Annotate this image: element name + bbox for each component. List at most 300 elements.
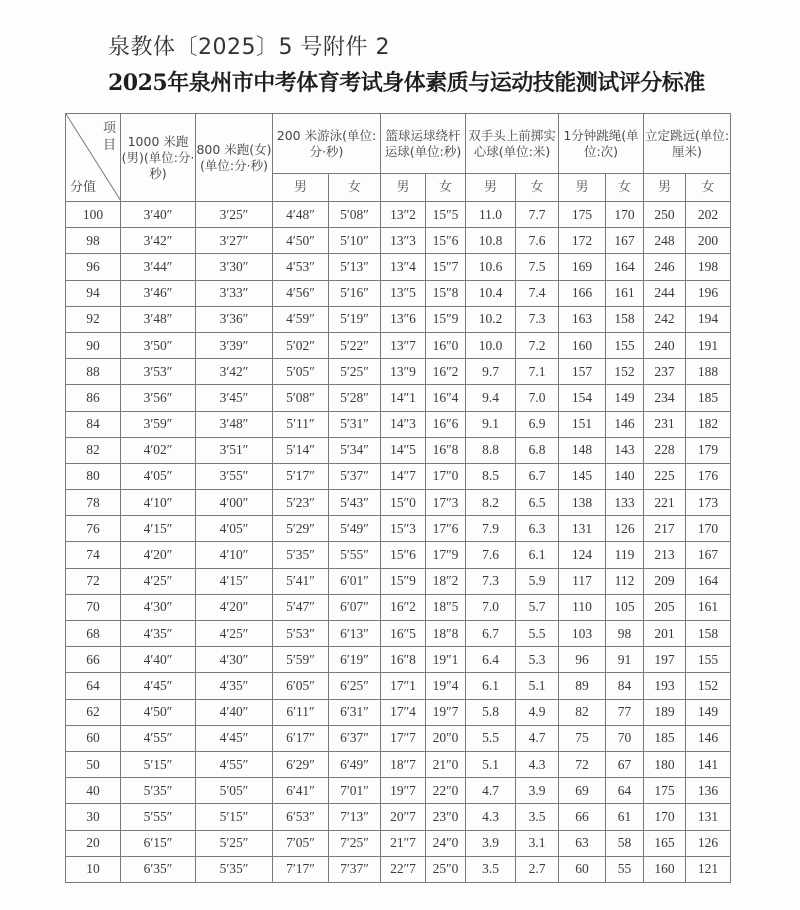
cell-swim-f: 6′25″: [329, 673, 381, 699]
cell-bb-f: 15″6: [426, 228, 466, 254]
cell-swim-m: 5′17″: [273, 463, 329, 489]
table-row: [66, 228, 731, 254]
sub-female: 女: [516, 174, 559, 202]
sub-male: 男: [381, 174, 426, 202]
cell-swim-m: 6′17″: [273, 725, 329, 751]
cell-ball-m: 6.4: [466, 647, 516, 673]
cell-jump-f: 161: [686, 594, 731, 620]
cell-swim-m: 5′41″: [273, 568, 329, 594]
cell-bb-f: 23″0: [426, 804, 466, 830]
cell-ball-f: 2.7: [516, 856, 559, 882]
cell-run1000: 4′55″: [121, 725, 196, 751]
cell-rope-f: 164: [606, 254, 644, 280]
cell-score: 78: [66, 490, 121, 516]
cell-run800: 3′27″: [196, 228, 273, 254]
cell-jump-f: 191: [686, 332, 731, 358]
table-row: [66, 332, 731, 358]
cell-rope-f: 143: [606, 437, 644, 463]
corner-item-label-2: 目: [102, 138, 116, 153]
sub-male: 男: [644, 174, 686, 202]
cell-ball-m: 10.6: [466, 254, 516, 280]
cell-swim-m: 5′23″: [273, 490, 329, 516]
cell-swim-f: 6′13″: [329, 621, 381, 647]
cell-rope-f: 112: [606, 568, 644, 594]
cell-bb-m: 13″3: [381, 228, 426, 254]
cell-ball-f: 7.4: [516, 280, 559, 306]
cell-swim-f: 5′16″: [329, 280, 381, 306]
cell-swim-m: 4′59″: [273, 306, 329, 332]
cell-score: 70: [66, 594, 121, 620]
cell-swim-m: 4′48″: [273, 202, 329, 228]
cell-rope-m: 75: [559, 725, 606, 751]
header-run800: 800 米跑(女)(单位:分·秒): [196, 114, 273, 202]
cell-score: 20: [66, 830, 121, 856]
cell-jump-f: 179: [686, 437, 731, 463]
cell-bb-m: 15″6: [381, 542, 426, 568]
cell-score: 100: [66, 202, 121, 228]
cell-rope-m: 66: [559, 804, 606, 830]
cell-jump-m: 193: [644, 673, 686, 699]
cell-bb-m: 14″3: [381, 411, 426, 437]
cell-ball-m: 10.2: [466, 306, 516, 332]
cell-jump-m: 160: [644, 856, 686, 882]
cell-rope-m: 117: [559, 568, 606, 594]
table-row: [66, 804, 731, 830]
cell-bb-f: 16″4: [426, 385, 466, 411]
cell-run1000: 6′15″: [121, 830, 196, 856]
cell-ball-m: 3.5: [466, 856, 516, 882]
table-row: [66, 359, 731, 385]
cell-rope-m: 63: [559, 830, 606, 856]
cell-jump-m: 213: [644, 542, 686, 568]
cell-rope-f: 133: [606, 490, 644, 516]
cell-score: 84: [66, 411, 121, 437]
cell-bb-f: 20″0: [426, 725, 466, 751]
cell-run800: 3′39″: [196, 332, 273, 358]
cell-jump-f: 173: [686, 490, 731, 516]
cell-run1000: 4′20″: [121, 542, 196, 568]
cell-run800: 3′42″: [196, 359, 273, 385]
cell-bb-m: 16″5: [381, 621, 426, 647]
cell-ball-f: 5.9: [516, 568, 559, 594]
cell-run1000: 4′25″: [121, 568, 196, 594]
cell-score: 76: [66, 516, 121, 542]
cell-ball-f: 6.7: [516, 463, 559, 489]
sub-female: 女: [329, 174, 381, 202]
table-row: [66, 568, 731, 594]
cell-rope-f: 126: [606, 516, 644, 542]
cell-swim-f: 5′31″: [329, 411, 381, 437]
cell-run1000: 3′42″: [121, 228, 196, 254]
cell-bb-f: 17″6: [426, 516, 466, 542]
cell-run800: 3′25″: [196, 202, 273, 228]
cell-bb-m: 13″7: [381, 332, 426, 358]
cell-run800: 5′35″: [196, 856, 273, 882]
cell-rope-m: 96: [559, 647, 606, 673]
table-row: [66, 202, 731, 228]
cell-ball-m: 7.3: [466, 568, 516, 594]
table-row: [66, 594, 731, 620]
cell-bb-m: 17″7: [381, 725, 426, 751]
cell-rope-m: 60: [559, 856, 606, 882]
cell-ball-m: 7.9: [466, 516, 516, 542]
cell-swim-f: 6′31″: [329, 699, 381, 725]
cell-jump-m: 237: [644, 359, 686, 385]
cell-bb-f: 18″5: [426, 594, 466, 620]
cell-rope-f: 167: [606, 228, 644, 254]
cell-swim-f: 7′25″: [329, 830, 381, 856]
cell-rope-f: 70: [606, 725, 644, 751]
cell-swim-f: 5′19″: [329, 306, 381, 332]
cell-jump-f: 170: [686, 516, 731, 542]
cell-bb-m: 18″7: [381, 751, 426, 777]
cell-rope-m: 154: [559, 385, 606, 411]
cell-rope-m: 151: [559, 411, 606, 437]
cell-rope-f: 161: [606, 280, 644, 306]
score-standard-table: [65, 113, 731, 883]
cell-swim-m: 7′17″: [273, 856, 329, 882]
cell-ball-m: 8.2: [466, 490, 516, 516]
cell-bb-f: 16″0: [426, 332, 466, 358]
cell-run1000: 3′53″: [121, 359, 196, 385]
cell-rope-f: 146: [606, 411, 644, 437]
sub-male: 男: [559, 174, 606, 202]
cell-run1000: 3′46″: [121, 280, 196, 306]
cell-run1000: 4′02″: [121, 437, 196, 463]
cell-jump-m: 231: [644, 411, 686, 437]
cell-run1000: 4′10″: [121, 490, 196, 516]
cell-run800: 4′10″: [196, 542, 273, 568]
table-row: [66, 542, 731, 568]
cell-ball-m: 8.8: [466, 437, 516, 463]
cell-swim-m: 5′08″: [273, 385, 329, 411]
cell-swim-m: 5′02″: [273, 332, 329, 358]
table-row: [66, 699, 731, 725]
cell-ball-f: 3.1: [516, 830, 559, 856]
cell-bb-f: 18″2: [426, 568, 466, 594]
table-row: [66, 778, 731, 804]
cell-ball-f: 4.3: [516, 751, 559, 777]
cell-ball-m: 4.3: [466, 804, 516, 830]
table-row: [66, 463, 731, 489]
cell-bb-f: 22″0: [426, 778, 466, 804]
cell-jump-f: 158: [686, 621, 731, 647]
table-row: [66, 830, 731, 856]
cell-bb-m: 14″5: [381, 437, 426, 463]
cell-bb-m: 15″0: [381, 490, 426, 516]
cell-run800: 4′25″: [196, 621, 273, 647]
cell-rope-m: 103: [559, 621, 606, 647]
cell-bb-f: 16″6: [426, 411, 466, 437]
cell-run800: 4′35″: [196, 673, 273, 699]
cell-jump-f: 141: [686, 751, 731, 777]
cell-bb-f: 18″8: [426, 621, 466, 647]
cell-ball-m: 8.5: [466, 463, 516, 489]
cell-ball-m: 10.4: [466, 280, 516, 306]
cell-swim-f: 5′22″: [329, 332, 381, 358]
cell-swim-m: 6′29″: [273, 751, 329, 777]
cell-swim-f: 6′19″: [329, 647, 381, 673]
cell-jump-m: 240: [644, 332, 686, 358]
cell-ball-m: 9.1: [466, 411, 516, 437]
cell-ball-m: 5.8: [466, 699, 516, 725]
cell-run800: 5′25″: [196, 830, 273, 856]
table-row: [66, 411, 731, 437]
cell-run1000: 4′50″: [121, 699, 196, 725]
cell-bb-f: 17″0: [426, 463, 466, 489]
sub-female: 女: [686, 174, 731, 202]
cell-ball-m: 6.1: [466, 673, 516, 699]
cell-jump-m: 246: [644, 254, 686, 280]
corner-score-label: 分值: [70, 180, 97, 195]
cell-rope-f: 152: [606, 359, 644, 385]
cell-rope-f: 158: [606, 306, 644, 332]
cell-ball-m: 7.0: [466, 594, 516, 620]
sub-female: 女: [606, 174, 644, 202]
cell-run800: 3′33″: [196, 280, 273, 306]
cell-jump-f: 198: [686, 254, 731, 280]
cell-jump-f: 194: [686, 306, 731, 332]
cell-rope-m: 124: [559, 542, 606, 568]
header-basketball: 篮球运球绕杆运球(单位:秒): [381, 114, 466, 174]
cell-swim-m: 6′05″: [273, 673, 329, 699]
cell-run800: 4′45″: [196, 725, 273, 751]
cell-rope-f: 98: [606, 621, 644, 647]
cell-swim-m: 6′53″: [273, 804, 329, 830]
cell-score: 94: [66, 280, 121, 306]
cell-bb-m: 13″9: [381, 359, 426, 385]
cell-ball-f: 6.3: [516, 516, 559, 542]
table-row: [66, 490, 731, 516]
table-row: [66, 385, 731, 411]
cell-ball-m: 9.4: [466, 385, 516, 411]
cell-ball-f: 6.8: [516, 437, 559, 463]
cell-ball-m: 10.8: [466, 228, 516, 254]
cell-rope-f: 170: [606, 202, 644, 228]
table-row: [66, 254, 731, 280]
cell-swim-m: 5′53″: [273, 621, 329, 647]
cell-rope-m: 148: [559, 437, 606, 463]
cell-run800: 5′05″: [196, 778, 273, 804]
cell-jump-m: 197: [644, 647, 686, 673]
cell-score: 98: [66, 228, 121, 254]
table-row: [66, 437, 731, 463]
cell-rope-f: 84: [606, 673, 644, 699]
cell-ball-m: 11.0: [466, 202, 516, 228]
cell-jump-f: 155: [686, 647, 731, 673]
cell-run1000: 3′56″: [121, 385, 196, 411]
cell-ball-f: 3.5: [516, 804, 559, 830]
cell-score: 50: [66, 751, 121, 777]
cell-rope-m: 69: [559, 778, 606, 804]
cell-score: 72: [66, 568, 121, 594]
cell-ball-f: 5.3: [516, 647, 559, 673]
cell-score: 62: [66, 699, 121, 725]
cell-swim-f: 5′08″: [329, 202, 381, 228]
cell-swim-f: 7′01″: [329, 778, 381, 804]
cell-rope-f: 155: [606, 332, 644, 358]
cell-run1000: 3′48″: [121, 306, 196, 332]
cell-jump-m: 175: [644, 778, 686, 804]
cell-rope-f: 119: [606, 542, 644, 568]
cell-jump-f: 131: [686, 804, 731, 830]
cell-ball-f: 7.3: [516, 306, 559, 332]
cell-score: 74: [66, 542, 121, 568]
cell-ball-f: 7.1: [516, 359, 559, 385]
cell-jump-m: 165: [644, 830, 686, 856]
cell-rope-f: 64: [606, 778, 644, 804]
cell-score: 92: [66, 306, 121, 332]
cell-swim-m: 4′53″: [273, 254, 329, 280]
cell-run1000: 6′35″: [121, 856, 196, 882]
cell-bb-f: 21″0: [426, 751, 466, 777]
cell-bb-m: 14″7: [381, 463, 426, 489]
cell-rope-m: 110: [559, 594, 606, 620]
cell-swim-m: 5′35″: [273, 542, 329, 568]
cell-run1000: 4′30″: [121, 594, 196, 620]
cell-score: 80: [66, 463, 121, 489]
corner-header: [66, 114, 121, 202]
cell-bb-f: 15″7: [426, 254, 466, 280]
cell-bb-m: 13″2: [381, 202, 426, 228]
cell-ball-f: 6.1: [516, 542, 559, 568]
cell-bb-f: 17″9: [426, 542, 466, 568]
cell-run1000: 3′59″: [121, 411, 196, 437]
cell-run1000: 4′40″: [121, 647, 196, 673]
cell-jump-f: 200: [686, 228, 731, 254]
cell-jump-f: 152: [686, 673, 731, 699]
cell-rope-m: 172: [559, 228, 606, 254]
cell-ball-f: 6.9: [516, 411, 559, 437]
cell-score: 82: [66, 437, 121, 463]
cell-jump-m: 225: [644, 463, 686, 489]
cell-score: 60: [66, 725, 121, 751]
cell-swim-f: 6′01″: [329, 568, 381, 594]
cell-bb-f: 19″4: [426, 673, 466, 699]
cell-jump-f: 149: [686, 699, 731, 725]
cell-rope-m: 138: [559, 490, 606, 516]
cell-score: 66: [66, 647, 121, 673]
cell-rope-m: 89: [559, 673, 606, 699]
cell-score: 64: [66, 673, 121, 699]
cell-bb-f: 24″0: [426, 830, 466, 856]
table-row: [66, 306, 731, 332]
cell-rope-f: 61: [606, 804, 644, 830]
cell-jump-m: 234: [644, 385, 686, 411]
table-row: [66, 751, 731, 777]
cell-bb-m: 20″7: [381, 804, 426, 830]
table-row: [66, 621, 731, 647]
cell-rope-m: 72: [559, 751, 606, 777]
cell-jump-f: 126: [686, 830, 731, 856]
cell-swim-f: 6′49″: [329, 751, 381, 777]
cell-jump-f: 146: [686, 725, 731, 751]
cell-jump-m: 185: [644, 725, 686, 751]
cell-run1000: 5′15″: [121, 751, 196, 777]
cell-swim-m: 5′59″: [273, 647, 329, 673]
cell-jump-m: 170: [644, 804, 686, 830]
cell-bb-m: 21″7: [381, 830, 426, 856]
cell-rope-m: 145: [559, 463, 606, 489]
cell-ball-m: 4.7: [466, 778, 516, 804]
cell-bb-f: 15″5: [426, 202, 466, 228]
cell-score: 40: [66, 778, 121, 804]
cell-jump-m: 189: [644, 699, 686, 725]
cell-jump-f: 164: [686, 568, 731, 594]
cell-bb-f: 16″8: [426, 437, 466, 463]
cell-run1000: 3′40″: [121, 202, 196, 228]
cell-ball-f: 5.1: [516, 673, 559, 699]
corner-item-label: 项: [102, 121, 116, 136]
cell-swim-m: 6′11″: [273, 699, 329, 725]
cell-bb-m: 13″4: [381, 254, 426, 280]
table-row: [66, 647, 731, 673]
cell-bb-f: 17″3: [426, 490, 466, 516]
cell-bb-m: 22″7: [381, 856, 426, 882]
cell-swim-m: 5′29″: [273, 516, 329, 542]
sub-male: 男: [273, 174, 329, 202]
cell-jump-m: 201: [644, 621, 686, 647]
cell-jump-m: 248: [644, 228, 686, 254]
table-row: [66, 673, 731, 699]
cell-run800: 4′00″: [196, 490, 273, 516]
cell-ball-f: 5.5: [516, 621, 559, 647]
cell-swim-m: 4′56″: [273, 280, 329, 306]
cell-run800: 5′15″: [196, 804, 273, 830]
cell-swim-m: 5′11″: [273, 411, 329, 437]
cell-run800: 3′45″: [196, 385, 273, 411]
cell-run800: 4′55″: [196, 751, 273, 777]
cell-jump-m: 205: [644, 594, 686, 620]
cell-bb-m: 13″5: [381, 280, 426, 306]
cell-run1000: 4′35″: [121, 621, 196, 647]
cell-swim-m: 7′05″: [273, 830, 329, 856]
cell-swim-f: 5′43″: [329, 490, 381, 516]
cell-bb-m: 16″8: [381, 647, 426, 673]
cell-run800: 4′30″: [196, 647, 273, 673]
cell-score: 10: [66, 856, 121, 882]
cell-swim-m: 5′47″: [273, 594, 329, 620]
sub-male: 男: [466, 174, 516, 202]
cell-rope-m: 169: [559, 254, 606, 280]
cell-jump-f: 136: [686, 778, 731, 804]
cell-swim-m: 5′05″: [273, 359, 329, 385]
cell-ball-f: 7.0: [516, 385, 559, 411]
cell-score: 88: [66, 359, 121, 385]
cell-bb-m: 15″9: [381, 568, 426, 594]
cell-run1000: 4′05″: [121, 463, 196, 489]
cell-run1000: 3′44″: [121, 254, 196, 280]
cell-jump-m: 228: [644, 437, 686, 463]
cell-jump-f: 176: [686, 463, 731, 489]
cell-rope-m: 175: [559, 202, 606, 228]
cell-bb-m: 17″1: [381, 673, 426, 699]
cell-run1000: 4′15″: [121, 516, 196, 542]
cell-bb-m: 14″1: [381, 385, 426, 411]
cell-swim-f: 5′13″: [329, 254, 381, 280]
cell-jump-f: 202: [686, 202, 731, 228]
cell-swim-f: 5′10″: [329, 228, 381, 254]
cell-rope-f: 91: [606, 647, 644, 673]
cell-jump-f: 182: [686, 411, 731, 437]
cell-run1000: 4′45″: [121, 673, 196, 699]
table-row: [66, 280, 731, 306]
cell-jump-m: 242: [644, 306, 686, 332]
header-rope-skip: 1分钟跳绳(单位:次): [559, 114, 644, 174]
cell-run800: 3′30″: [196, 254, 273, 280]
cell-score: 86: [66, 385, 121, 411]
header-long-jump: 立定跳远(单位:厘米): [644, 114, 731, 174]
